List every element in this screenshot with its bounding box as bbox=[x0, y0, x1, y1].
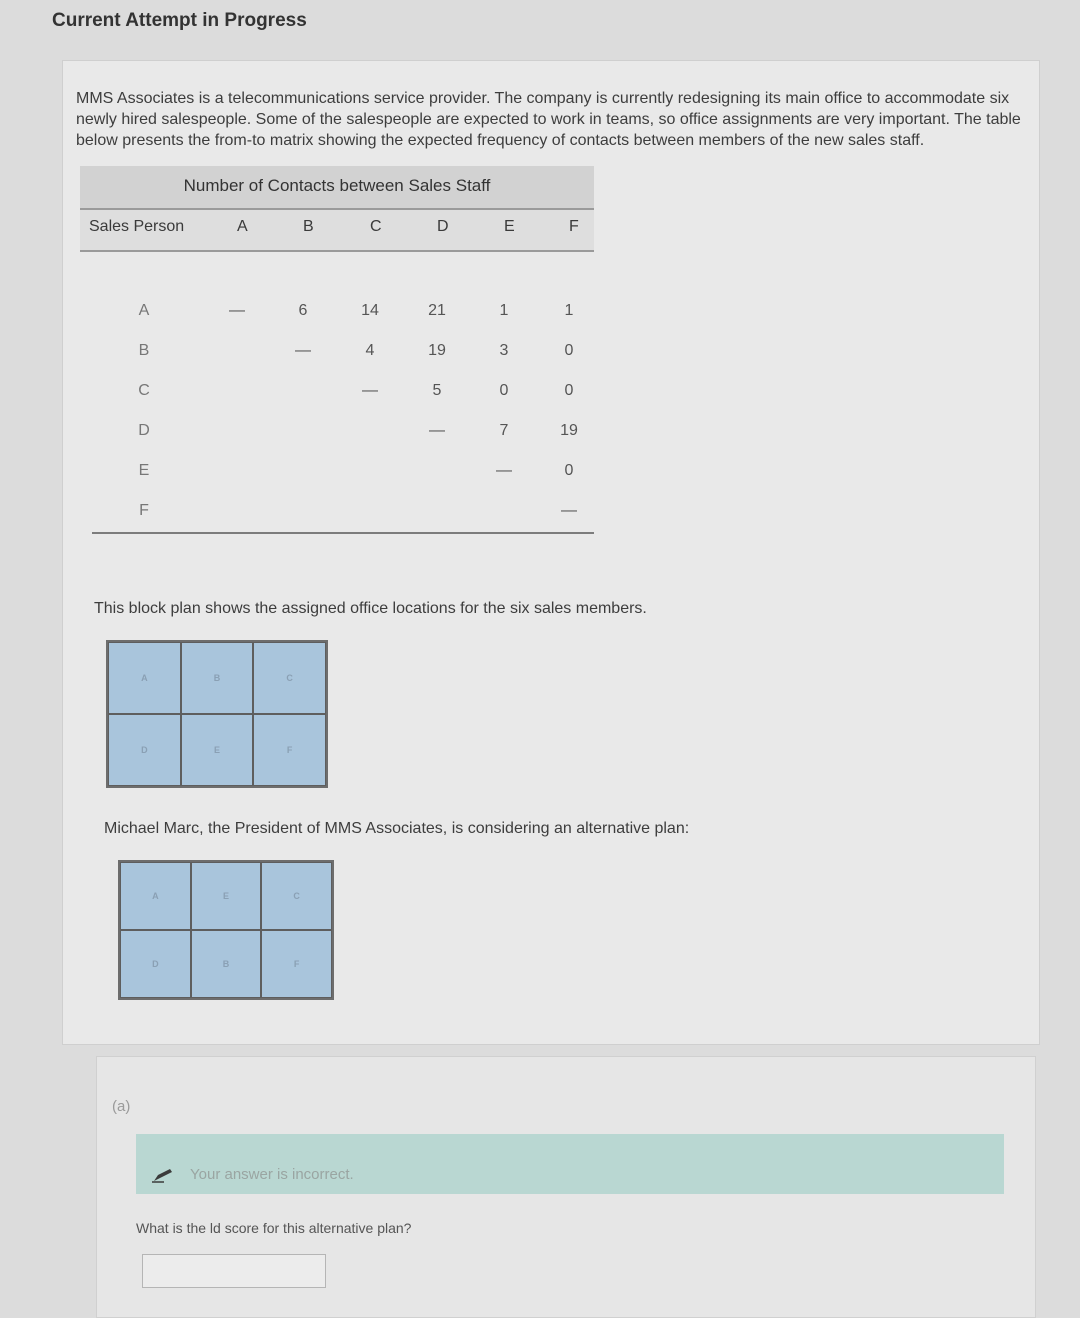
alternative-plan-cell: B bbox=[191, 930, 262, 998]
block-plan-cell: E bbox=[181, 714, 254, 786]
block-plan-cell: F bbox=[253, 714, 326, 786]
table-cell: 3 bbox=[499, 342, 509, 359]
feedback-text: Your answer is incorrect. bbox=[190, 1166, 354, 1183]
contacts-table-body bbox=[92, 252, 594, 534]
block-plan-grid bbox=[106, 640, 328, 788]
table-column-headers bbox=[80, 210, 594, 252]
block-plan-cell: A bbox=[108, 642, 181, 714]
block-plan-cell: B bbox=[181, 642, 254, 714]
row-label-a: A bbox=[138, 302, 150, 319]
alternative-plan-cell: E bbox=[191, 862, 262, 930]
table-cell: 0 bbox=[499, 382, 509, 399]
table-cell: 1 bbox=[499, 302, 509, 319]
alternative-plan-grid bbox=[118, 860, 334, 1000]
corner-label: Sales Person bbox=[89, 218, 185, 235]
table-cell: 0 bbox=[564, 382, 574, 399]
feedback-bar bbox=[136, 1134, 1004, 1194]
table-cell: — bbox=[429, 422, 445, 439]
alternative-plan-cell: F bbox=[261, 930, 332, 998]
col-header-a: A bbox=[237, 218, 248, 235]
contacts-table-header bbox=[80, 166, 594, 210]
col-header-d: D bbox=[437, 218, 449, 235]
table-cell: — bbox=[561, 502, 577, 519]
row-label-b: B bbox=[138, 342, 150, 359]
alternative-plan-cell: C bbox=[261, 862, 332, 930]
block-plan-intro: This block plan shows the assigned office locations for the six sales members. bbox=[94, 600, 647, 617]
block-plan-cell: D bbox=[108, 714, 181, 786]
row-label-c: C bbox=[138, 382, 150, 399]
answer-input[interactable] bbox=[142, 1254, 326, 1288]
col-header-e: E bbox=[504, 218, 515, 235]
alternative-plan-cell: A bbox=[120, 862, 191, 930]
row-label-e: E bbox=[138, 462, 150, 479]
table-cell: 0 bbox=[564, 462, 574, 479]
col-header-c: C bbox=[370, 218, 382, 235]
table-title: Number of Contacts between Sales Staff bbox=[183, 176, 491, 195]
table-cell: 7 bbox=[499, 422, 509, 439]
table-cell: 21 bbox=[428, 302, 446, 319]
table-cell: 6 bbox=[298, 302, 308, 319]
table-cell: 14 bbox=[361, 302, 379, 319]
col-header-f: F bbox=[569, 218, 579, 235]
table-cell: 19 bbox=[560, 422, 578, 439]
table-cell: — bbox=[496, 462, 512, 479]
row-label-d: D bbox=[138, 422, 150, 439]
table-cell: — bbox=[295, 342, 311, 359]
intro-text: MMS Associates is a telecommunications service provider. The company is currently redesigning its main office to accommodate six newly hired salespeople. Some of the salespeople are expected to work in teams, so office assignments are very important. The table below presents the from-to matrix showing the expected frequency of contacts between members of the new sales staff. bbox=[76, 90, 1021, 149]
pencil-icon bbox=[150, 1166, 176, 1184]
page-title: Current Attempt in Progress bbox=[52, 10, 307, 31]
alternative-plan-cell: D bbox=[120, 930, 191, 998]
block-plan-cell: C bbox=[253, 642, 326, 714]
table-cell: 4 bbox=[365, 342, 375, 359]
table-cell: — bbox=[229, 302, 245, 319]
table-cell: 1 bbox=[564, 302, 574, 319]
table-cell: — bbox=[362, 382, 378, 399]
alternative-plan-intro: Michael Marc, the President of MMS Associates, is considering an alternative plan: bbox=[104, 820, 690, 837]
table-cell: 0 bbox=[564, 342, 574, 359]
question-text: What is the ld score for this alternative plan? bbox=[136, 1220, 412, 1236]
part-a-label: (a) bbox=[112, 1098, 131, 1115]
col-header-b: B bbox=[303, 218, 314, 235]
row-label-f: F bbox=[139, 502, 149, 519]
table-cell: 19 bbox=[428, 342, 446, 359]
table-cell: 5 bbox=[432, 382, 442, 399]
